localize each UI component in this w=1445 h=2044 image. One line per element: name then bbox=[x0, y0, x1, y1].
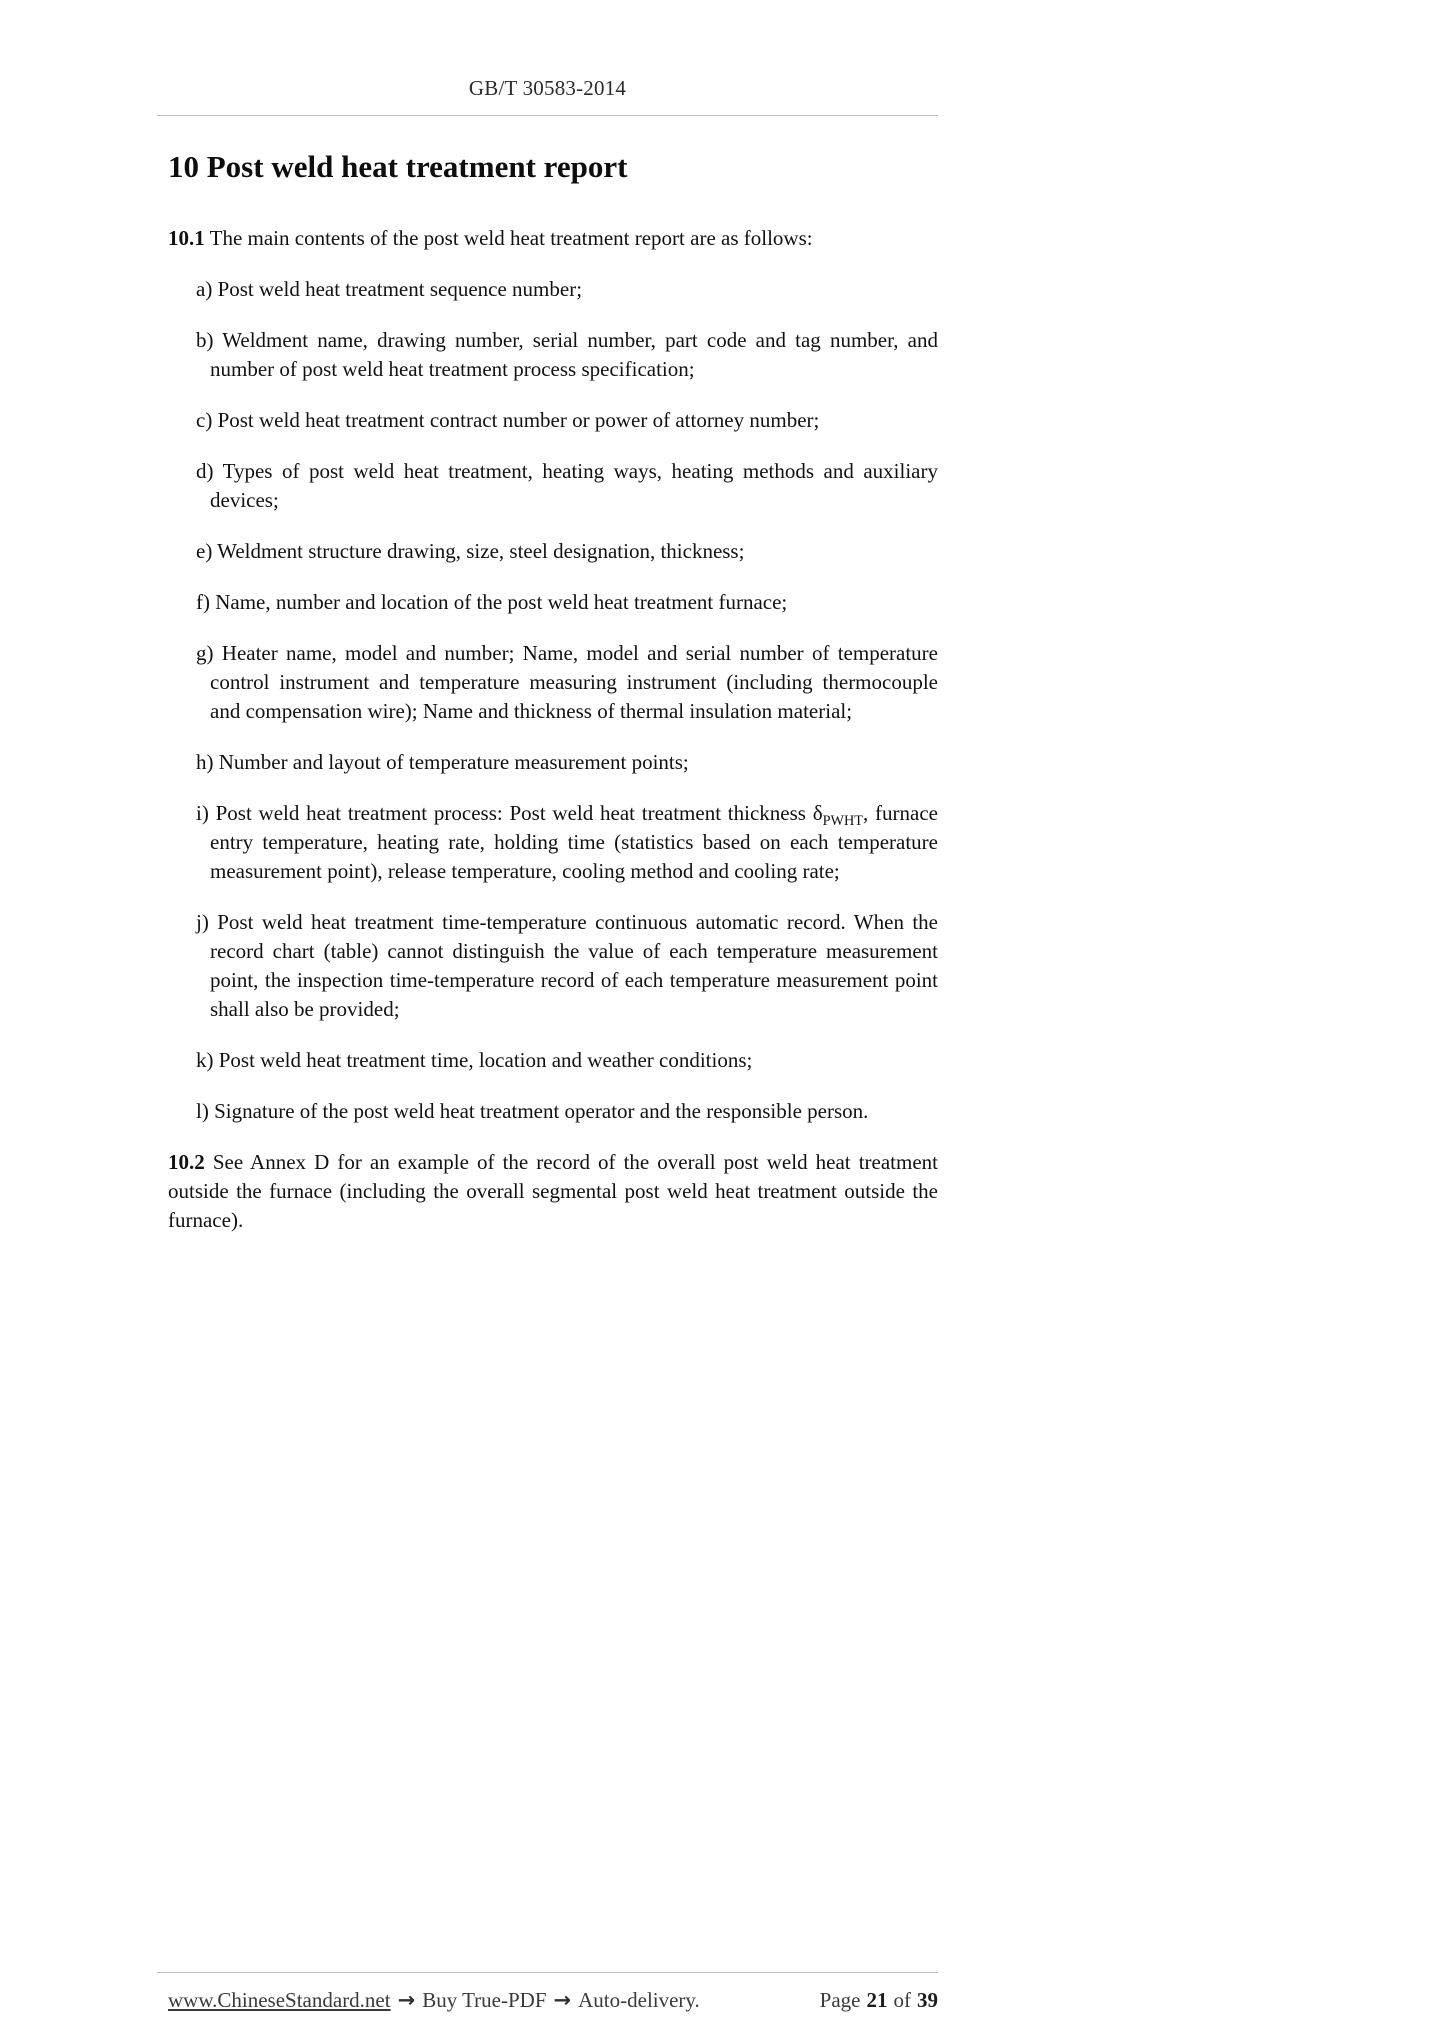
clause-text-10-2: See Annex D for an example of the record of the overall post weld heat treatment outside the furnace (including the overall segmental post weld heat treatment outside the furnace). bbox=[168, 1150, 938, 1232]
clause-number-10-1: 10.1 bbox=[168, 226, 205, 250]
clause-number-10-2: 10.2 bbox=[168, 1150, 205, 1174]
page-current-number: 21 bbox=[866, 1988, 888, 2012]
list-item-k: k) Post weld heat treatment time, location and weather conditions; bbox=[196, 1048, 753, 1072]
list-item-b: b) Weldment name, drawing number, serial number, part code and tag number, and number of post weld heat treatment process specification; bbox=[196, 328, 938, 381]
page-header bbox=[157, 76, 938, 101]
document-content bbox=[168, 148, 938, 1257]
page-label: Page bbox=[819, 1988, 861, 2012]
page-footer bbox=[168, 1988, 938, 2013]
footer-divider bbox=[157, 1972, 938, 1973]
list-item-i-text-after: , furnace entry temperature, heating rate, holding time (statistics based on each temperature measurement point), release temperature, cooling method and cooling rate; bbox=[210, 801, 938, 883]
clause-text-10-1: The main contents of the post weld heat treatment report are as follows: bbox=[204, 226, 813, 250]
list-item-g: g) Heater name, model and number; Name, model and serial number of temperature control instrument and temperature measuring instrument (including thermocouple and compensation wire); Name and thickness of thermal insulation material; bbox=[196, 641, 938, 723]
list-item-e: e) Weldment structure drawing, size, steel designation, thickness; bbox=[196, 539, 745, 563]
list-item-a: a) Post weld heat treatment sequence number; bbox=[196, 277, 583, 301]
arrow-right-icon: → bbox=[397, 1988, 416, 2012]
footer-delivery-text: Auto-delivery. bbox=[578, 1988, 700, 2012]
of-label: of bbox=[893, 1988, 911, 2012]
list-item-l: l) Signature of the post weld heat treatment operator and the responsible person. bbox=[196, 1099, 869, 1123]
list-item-d: d) Types of post weld heat treatment, heating ways, heating methods and auxiliary devices; bbox=[196, 459, 938, 512]
list-item-i bbox=[168, 799, 938, 886]
paragraph-10-1 bbox=[168, 224, 938, 253]
section-title: 10 Post weld heat treatment report bbox=[168, 149, 628, 184]
arrow-right-icon: → bbox=[553, 1988, 572, 2012]
list-item-h: h) Number and layout of temperature measurement points; bbox=[196, 750, 689, 774]
list-item-j: j) Post weld heat treatment time-temperature continuous automatic record. When the record chart (table) cannot distinguish the value of each temperature measurement point, the inspection time-temperature record of each temperature measurement point shall also be provided; bbox=[196, 910, 938, 1021]
list-item-c: c) Post weld heat treatment contract number or power of attorney number; bbox=[196, 408, 820, 432]
pwht-subscript: PWHT bbox=[822, 813, 864, 830]
page-indicator bbox=[820, 1988, 938, 2013]
page-total-number: 39 bbox=[917, 1988, 938, 2012]
footer-promo bbox=[168, 1988, 700, 2013]
standard-code: GB/T 30583-2014 bbox=[468, 76, 627, 100]
list-item-f: f) Name, number and location of the post weld heat treatment furnace; bbox=[196, 590, 788, 614]
header-divider bbox=[157, 115, 938, 116]
website-link[interactable]: www.ChineseStandard.net bbox=[168, 1988, 391, 2012]
footer-buy-text: Buy True-PDF bbox=[422, 1988, 547, 2012]
paragraph-10-2 bbox=[168, 1148, 938, 1235]
list-item-i-text-before: i) Post weld heat treatment process: Post weld heat treatment thickness δ bbox=[196, 801, 823, 825]
